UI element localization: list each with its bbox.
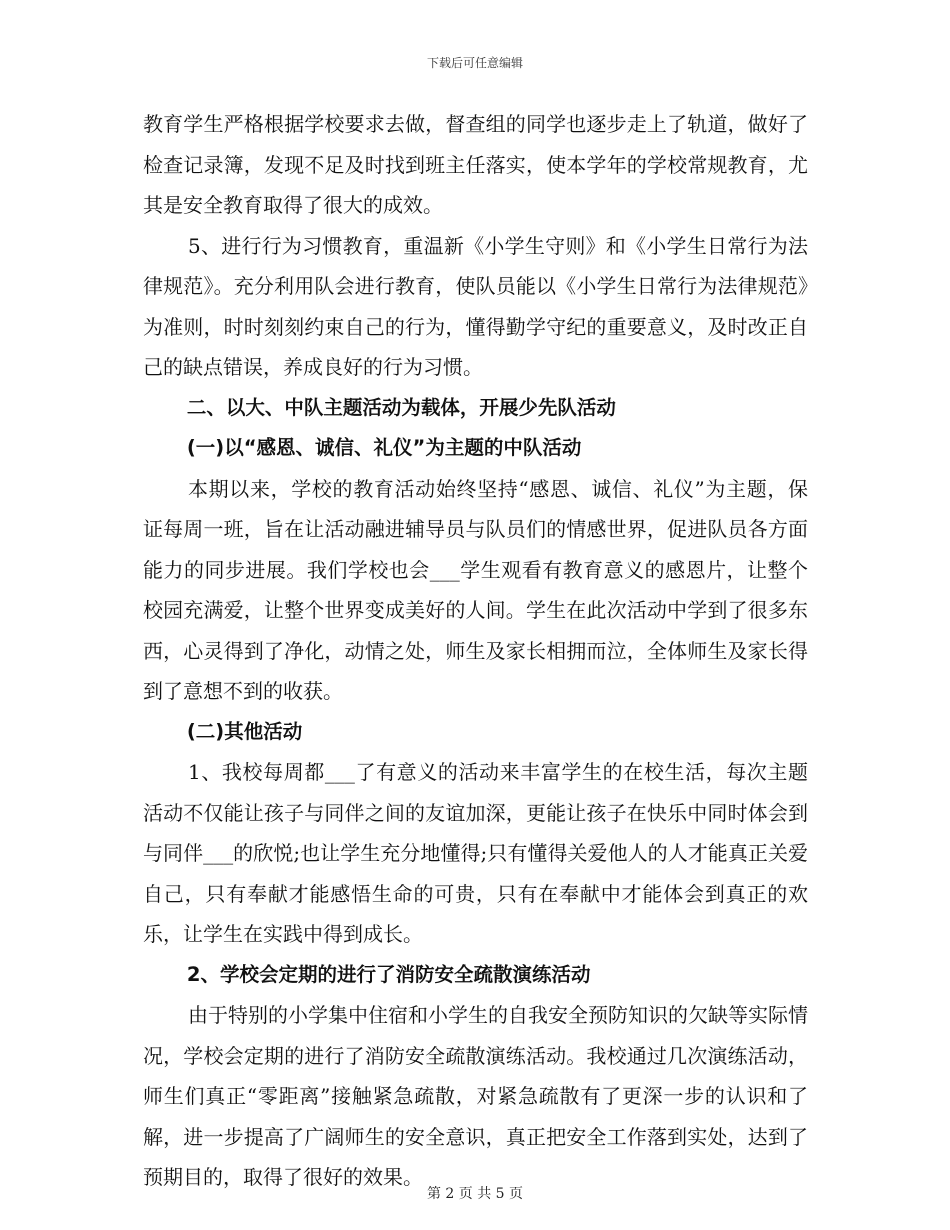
- paragraph-weekly-activities: 1、我校每周都___了有意义的活动来丰富学生的在校生活，每次主题活动不仅能让孩子与同伴之间的友谊加深，更能让孩子在快乐中同时体会到与同伴___的欣悦;也让学生充分地懂得;只有懂得关爱他人的人才能真正关爱自己，只有奉献才能感悟生命的可贵，只有在奉献中才能体会到真正的欢乐，让学生在实践中得到成长。: [143, 760, 808, 946]
- item-heading-fire-drill: 2、学校会定期的进行了消防安全疏散演练活动: [186, 962, 591, 986]
- document-body: [143, 104, 808, 1198]
- paragraph-continuation: 教育学生严格根据学校要求去做，督查组的同学也逐步走上了轨道，做好了检查记录簿，发现不足及时找到班主任落实，使本学年的学校常规教育，尤其是安全教育取得了很大的成效。: [143, 112, 808, 217]
- section-heading-2: 二、以大、中队主题活动为载体，开展少先队活动: [186, 395, 616, 419]
- page-footer: 第 2 页 共 5 页: [426, 1186, 524, 1202]
- subsection-heading-1: (一)以“感恩、诚信、礼仪”为主题的中队活动: [186, 436, 582, 459]
- paragraph-theme-activities: 本期以来，学校的教育活动始终坚持“感恩、诚信、礼仪”为主题，保证每周一班，旨在让活动融进辅导员与队员们的情感世界，促进队员各方面能力的同步进展。我们学校也会___学生观看有教育意义的感恩片，让整个校园充满爱，让整个世界变成美好的人间。学生在此次活动中学到了很多东西，心灵得到了净化，动情之处，师生及家长相拥而泣，全体师生及家长得到了意想不到的收获。: [143, 476, 808, 703]
- paragraph-behavior-habits: 5、进行行为习惯教育，重温新《小学生守则》和《小学生日常行为法律规范》。充分利用队会进行教育，使队员能以《小学生日常行为法律规范》为准则，时时刻刻约束自己的行为，懂得勤学守纪的重要意义，及时改正自己的缺点错误，养成良好的行为习惯。: [143, 233, 808, 379]
- subsection-heading-2: (二)其他活动: [186, 719, 303, 743]
- page-header: 下载后可任意编辑: [426, 56, 523, 70]
- paragraph-fire-drill: 由于特别的小学集中住宿和小学生的自我安全预防知识的欠缺等实际情况，学校会定期的进行了消防安全疏散演练活动。我校通过几次演练活动，师生们真正“零距离”接触紧急疏散，对紧急疏散有了更深一步的认识和了解，进一步提高了广阔师生的安全意识，真正把安全工作落到实处，达到了预期目的，取得了很好的效果。: [143, 1003, 808, 1189]
